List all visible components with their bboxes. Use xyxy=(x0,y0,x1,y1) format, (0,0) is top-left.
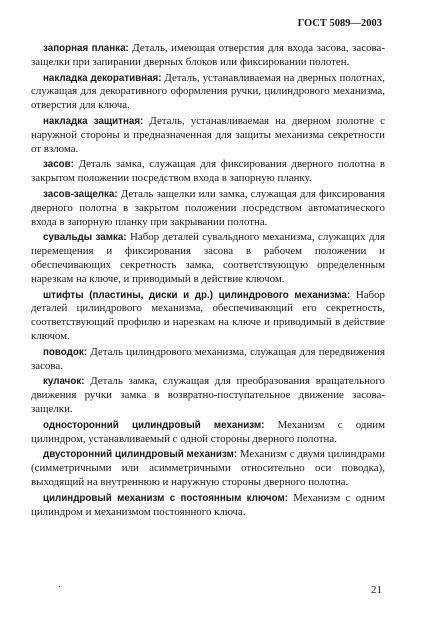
glossary-entry xyxy=(31,115,385,156)
entry-definition: Деталь цилиндрового механизма, служащая для передвижения засова. xyxy=(31,345,385,372)
entry-definition: Деталь замка, служащая для преобразования вращательного движения ручки замка в возвратно-поступательное движение засова-защелки. xyxy=(31,375,385,415)
entry-definition: Набор деталей цилиндрового механизма, обеспечивающий его секретность, соответствующий профилю и нарезкам на ключе и приводимый в действие ключом. xyxy=(31,288,385,342)
glossary-entry xyxy=(31,492,385,520)
page-number: 21 xyxy=(371,584,382,596)
entry-term: односторонний цилиндровый механизм: xyxy=(43,419,265,431)
glossary-entry xyxy=(31,375,385,416)
entry-definition: Механизм с двумя цилиндрами (симметричными или асимметричными относительно оси поводка), выходящий на внутреннюю и наружную стороны дверного полотна. xyxy=(31,448,385,488)
entry-definition: Механизм с одним цилиндром и механизмом постоянного ключа. xyxy=(31,491,385,518)
entry-definition: Набор деталей сувальдного механизма, служащих для перемещения и фиксирования засова в рабочем положении и обеспечивающих секретность замка, соответствующую определенным нарезкам на ключе, и приводимый в действие ключом. xyxy=(31,231,385,285)
entry-definition: Деталь защелки или замка, служащая для фиксирования дверного полотна в закрытом положении посредством автоматического входа в запорную планку при закрывании полотна. xyxy=(31,187,385,228)
entry-term: засов-защелка: xyxy=(43,188,118,200)
glossary-entry xyxy=(31,289,385,344)
entry-term: двусторонний цилиндровый механизм: xyxy=(43,449,238,461)
entry-term: накладка декоративная: xyxy=(43,72,162,84)
glossary-body xyxy=(31,42,385,521)
entry-definition: Деталь замка, служащая для фиксирования дверного полотна в закрытом положении посредством входа в запорную планку. xyxy=(31,158,385,185)
entry-term: кулачок: xyxy=(43,376,85,388)
entry-term: сувальды замка: xyxy=(43,232,127,244)
entry-definition: Механизм с одним цилиндром, устанавливаемый с одной стороны дверного полотна. xyxy=(31,418,385,445)
entry-term: засов: xyxy=(43,159,74,171)
entry-term: цилиндровый механизм с постоянным ключом: xyxy=(43,492,288,504)
glossary-entry xyxy=(31,72,385,113)
entry-term: поводок: xyxy=(43,346,88,358)
entry-definition: Деталь, устанавливаемая на дверном полотне с наружной стороны и предназначенная для защиты механизма секретности от взлома. xyxy=(31,114,385,155)
glossary-entry xyxy=(31,448,385,489)
footer-mark: . xyxy=(58,578,61,590)
glossary-entry xyxy=(31,346,385,374)
entry-term: штифты (пластины, диски и др.) цилиндрового механизма: xyxy=(43,289,351,301)
entry-definition: Деталь, имеющая отверстия для входа засова, засова-защелки при запирании дверных блоков или фиксировании полотен. xyxy=(31,42,385,68)
glossary-entry xyxy=(31,188,385,229)
entry-definition: Деталь, устанавливаемая на дверных полотнах, служащая для декоративного оформления ручки, цилиндрового механизма, отверстия для ключа. xyxy=(31,71,385,112)
entry-term: запорная планка: xyxy=(43,43,129,54)
glossary-entry xyxy=(31,42,385,70)
entry-term: накладка защитная: xyxy=(43,115,144,127)
glossary-entry xyxy=(31,419,385,447)
glossary-entry xyxy=(31,231,385,286)
document-header: ГОСТ 5089—2003 xyxy=(297,18,382,29)
glossary-entry xyxy=(31,158,385,186)
